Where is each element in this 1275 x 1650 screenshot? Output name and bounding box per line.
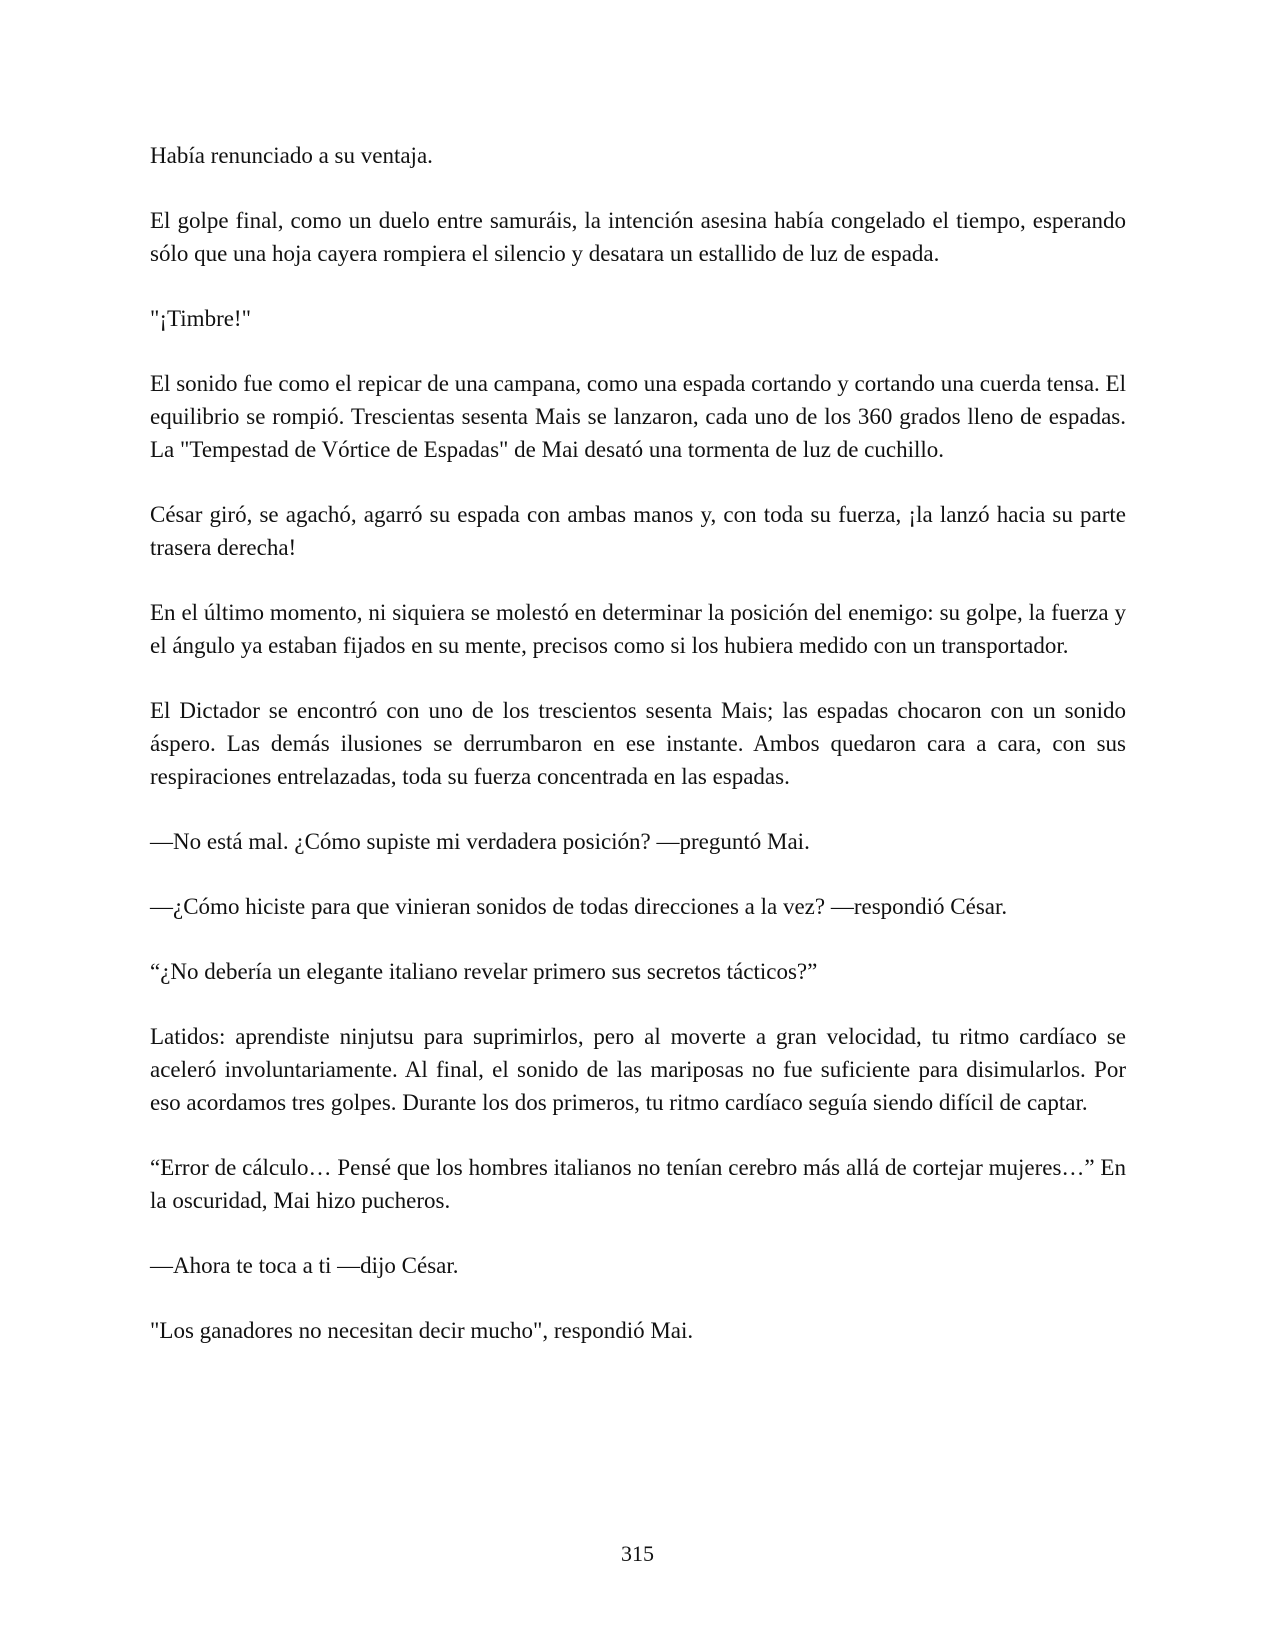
paragraph: El Dictador se encontró con uno de los trescientos sesenta Mais; las espadas chocaron con un sonido áspero. Las demás ilusiones se derrumbaron en ese instante. Ambos quedaron cara a cara, con sus respiraciones entrelazadas, toda su fuerza concentrada en las espadas.	[150, 698, 1126, 789]
page-body	[150, 139, 1126, 1379]
paragraph: —No está mal. ¿Cómo supiste mi verdadera posición? —preguntó Mai.	[150, 829, 810, 854]
paragraph: “Error de cálculo… Pensé que los hombres italianos no tenían cerebro más allá de cortejar mujeres…” En la oscuridad, Mai hizo pucheros.	[150, 1155, 1126, 1213]
paragraph: —Ahora te toca a ti —dijo César.	[150, 1253, 459, 1278]
paragraph: Había renunciado a su ventaja.	[150, 143, 433, 168]
paragraph: “¿No debería un elegante italiano revelar primero sus secretos tácticos?”	[150, 959, 818, 984]
paragraph: Latidos: aprendiste ninjutsu para suprimirlos, pero al moverte a gran velocidad, tu ritmo cardíaco se aceleró involuntariamente. Al final, el sonido de las mariposas no fue suficiente para disimularlos. Por eso acordamos tres golpes. Durante los dos primeros, tu ritmo cardíaco seguía siendo difícil de captar.	[150, 1024, 1126, 1115]
paragraph: El golpe final, como un duelo entre samuráis, la intención asesina había congelado el tiempo, esperando sólo que una hoja cayera rompiera el silencio y desatara un estallido de luz de espada.	[150, 208, 1126, 266]
paragraph: "¡Timbre!"	[150, 306, 251, 331]
page-number: 315	[621, 1541, 654, 1566]
paragraph: En el último momento, ni siquiera se molestó en determinar la posición del enemigo: su golpe, la fuerza y el ángulo ya estaban fijados en su mente, precisos como si los hubiera medido con un transportador.	[150, 600, 1126, 658]
paragraph: César giró, se agachó, agarró su espada con ambas manos y, con toda su fuerza, ¡la lanzó hacia su parte trasera derecha!	[150, 502, 1126, 560]
paragraph: —¿Cómo hiciste para que vinieran sonidos de todas direcciones a la vez? —respondió César.	[150, 894, 1008, 919]
paragraph: El sonido fue como el repicar de una campana, como una espada cortando y cortando una cuerda tensa. El equilibrio se rompió. Trescientas sesenta Mais se lanzaron, cada uno de los 360 grados lleno de espadas. La "Tempestad de Vórtice de Espadas" de Mai desató una tormenta de luz de cuchillo.	[150, 371, 1126, 462]
paragraph: "Los ganadores no necesitan decir mucho", respondió Mai.	[150, 1318, 694, 1343]
